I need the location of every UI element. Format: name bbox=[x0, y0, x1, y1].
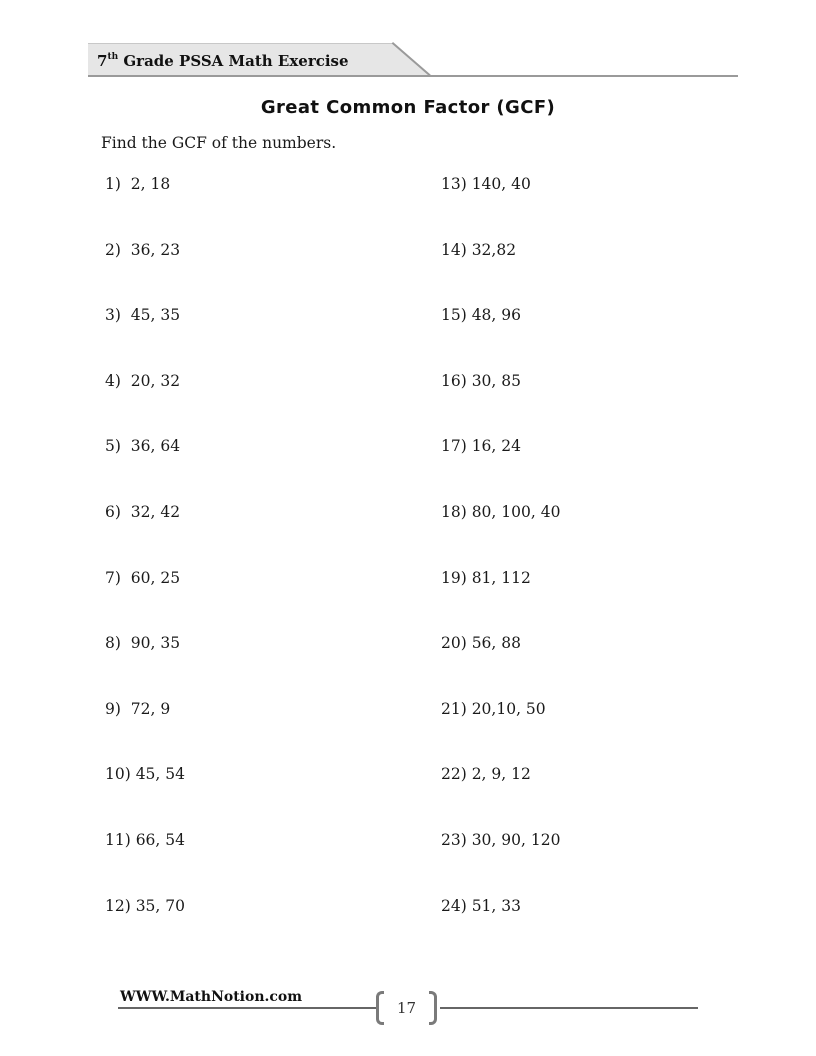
problem-24: 24) 51, 33 bbox=[441, 897, 521, 915]
header-title-text: Grade PSSA Math Exercise bbox=[118, 52, 349, 70]
problem-21: 21) 20,10, 50 bbox=[441, 700, 546, 718]
problem-18: 18) 80, 100, 40 bbox=[441, 503, 561, 521]
problem-10: 10) 45, 54 bbox=[105, 765, 185, 783]
page-bracket-left bbox=[376, 991, 384, 1025]
header-title bbox=[97, 52, 349, 70]
problem-7: 7) 60, 25 bbox=[105, 569, 181, 587]
problem-19: 19) 81, 112 bbox=[441, 569, 531, 587]
grade-suffix: th bbox=[107, 52, 119, 62]
page-bracket-right bbox=[429, 991, 437, 1025]
problem-3: 3) 45, 35 bbox=[105, 306, 181, 324]
problem-17: 17) 16, 24 bbox=[441, 437, 521, 455]
problem-11: 11) 66, 54 bbox=[105, 831, 185, 849]
header-rule bbox=[88, 75, 738, 77]
footer-website: WWW.MathNotion.com bbox=[120, 989, 303, 1005]
grade-number: 7 bbox=[97, 52, 108, 70]
footer-rule-left bbox=[118, 1007, 376, 1009]
problem-15: 15) 48, 96 bbox=[441, 306, 521, 324]
problem-8: 8) 90, 35 bbox=[105, 634, 181, 652]
problem-9: 9) 72, 9 bbox=[105, 700, 171, 718]
problem-22: 22) 2, 9, 12 bbox=[441, 765, 531, 783]
instructions: Find the GCF of the numbers. bbox=[101, 134, 337, 152]
problem-23: 23) 30, 90, 120 bbox=[441, 831, 561, 849]
page-number: 17 bbox=[396, 999, 417, 1017]
problem-13: 13) 140, 40 bbox=[441, 175, 531, 193]
footer-rule-right bbox=[440, 1007, 698, 1009]
problem-5: 5) 36, 64 bbox=[105, 437, 181, 455]
problem-20: 20) 56, 88 bbox=[441, 634, 521, 652]
problem-6: 6) 32, 42 bbox=[105, 503, 181, 521]
problem-14: 14) 32,82 bbox=[441, 241, 517, 259]
problem-12: 12) 35, 70 bbox=[105, 897, 185, 915]
problem-16: 16) 30, 85 bbox=[441, 372, 521, 390]
worksheet-title: Great Common Factor (GCF) bbox=[260, 97, 556, 118]
problem-4: 4) 20, 32 bbox=[105, 372, 181, 390]
problem-2: 2) 36, 23 bbox=[105, 241, 181, 259]
problem-1: 1) 2, 18 bbox=[105, 175, 171, 193]
